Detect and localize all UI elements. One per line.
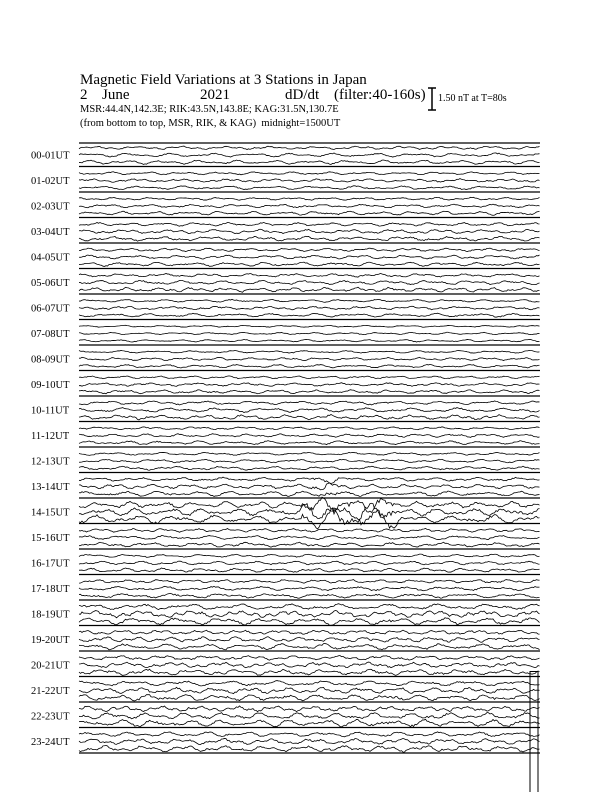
quantity-label: dD/dt — [285, 87, 320, 103]
trace-16-17UT-3 — [79, 554, 540, 557]
trace-10-11UT-2 — [79, 408, 540, 413]
trace-17-18UT-1 — [79, 594, 540, 599]
row-label-05-06UT: 05-06UT — [31, 278, 70, 289]
trace-01-02UT-3 — [79, 172, 540, 175]
trace-02-03UT-1 — [79, 211, 540, 215]
trace-20-21UT-2 — [79, 662, 540, 668]
trace-22-23UT-3 — [79, 706, 540, 712]
trace-00-01UT-2 — [79, 153, 540, 157]
scale-label: 1.50 nT at T=80s — [438, 93, 507, 104]
trace-10-11UT-1 — [79, 415, 540, 420]
trace-20-21UT-3 — [79, 656, 540, 661]
trace-09-10UT-2 — [79, 383, 540, 387]
trace-19-20UT-1 — [79, 644, 540, 650]
trace-07-08UT-1 — [79, 339, 540, 342]
trace-21-22UT-2 — [79, 687, 540, 693]
trace-17-18UT-2 — [79, 586, 540, 590]
trace-05-06UT-1 — [79, 287, 540, 292]
trace-13-14UT-1 — [79, 491, 540, 496]
row-label-00-01UT: 00-01UT — [31, 150, 70, 162]
trace-06-07UT-1 — [79, 313, 540, 317]
row-label-11-12UT: 11-12UT — [31, 431, 70, 442]
trace-13-14UT-3 — [79, 477, 540, 483]
trace-03-04UT-3 — [79, 222, 540, 226]
row-label-13-14UT: 13-14UT — [31, 482, 70, 493]
row-label-06-07UT: 06-07UT — [31, 303, 70, 315]
trace-19-20UT-2 — [79, 637, 540, 643]
row-label-02-03UT: 02-03UT — [31, 201, 70, 213]
chart-title: Magnetic Field Variations at 3 Stations in Japan — [80, 72, 367, 88]
trace-08-09UT-1 — [79, 364, 540, 368]
trace-21-22UT-3 — [79, 681, 540, 686]
filter-label: (filter:40-160s) — [334, 87, 426, 103]
row-label-18-19UT: 18-19UT — [31, 609, 70, 621]
trace-12-13UT-3 — [79, 452, 540, 455]
trace-01-02UT-2 — [79, 179, 540, 183]
trace-15-16UT-2 — [79, 536, 540, 540]
row-label-09-10UT: 09-10UT — [31, 380, 70, 391]
row-label-14-15UT: 14-15UT — [31, 507, 70, 519]
trace-11-12UT-3 — [79, 427, 540, 430]
trace-09-10UT-3 — [79, 376, 540, 379]
midnight-note: midnight=1500UT — [261, 118, 341, 129]
trace-19-20UT-3 — [79, 630, 540, 634]
trace-09-10UT-1 — [79, 390, 540, 394]
row-label-15-16UT: 15-16UT — [31, 533, 70, 544]
trace-04-05UT-2 — [79, 255, 540, 259]
row-label-17-18UT: 17-18UT — [31, 584, 70, 595]
trace-00-01UT-1 — [79, 160, 540, 164]
trace-18-19UT-2 — [79, 610, 540, 617]
trace-08-09UT-2 — [79, 357, 540, 360]
trace-16-17UT-1 — [79, 568, 540, 572]
trace-08-09UT-3 — [79, 350, 540, 353]
row-label-16-17UT: 16-17UT — [31, 558, 70, 570]
trace-23-24UT-1 — [79, 745, 540, 752]
trace-18-19UT-1 — [79, 618, 540, 626]
row-label-08-09UT: 08-09UT — [31, 354, 70, 366]
trace-06-07UT-3 — [79, 299, 540, 302]
trace-21-22UT-1 — [79, 695, 540, 701]
trace-14-15UT-1 — [79, 509, 540, 529]
trace-03-04UT-1 — [79, 236, 540, 241]
trace-12-13UT-2 — [79, 459, 540, 463]
trace-05-06UT-2 — [79, 280, 540, 284]
row-label-20-21UT: 20-21UT — [31, 660, 70, 672]
trace-11-12UT-1 — [79, 441, 540, 445]
trace-05-06UT-3 — [79, 273, 540, 277]
row-label-22-23UT: 22-23UT — [31, 711, 70, 723]
date-year: 2021 — [200, 87, 230, 103]
trace-13-14UT-2 — [79, 483, 540, 490]
trace-16-17UT-2 — [79, 561, 540, 565]
trace-23-24UT-3 — [79, 732, 540, 737]
trace-02-03UT-2 — [79, 204, 540, 208]
trace-06-07UT-2 — [79, 306, 540, 310]
trace-11-12UT-2 — [79, 434, 540, 438]
trace-23-24UT-2 — [79, 738, 540, 744]
row-label-23-24UT: 23-24UT — [31, 737, 70, 748]
row-label-07-08UT: 07-08UT — [31, 329, 70, 340]
stations-info: MSR:44.4N,142.3E; RIK:43.5N,143.8E; KAG:31.5N,130.7E — [80, 104, 339, 115]
trace-20-21UT-1 — [79, 669, 540, 675]
row-label-01-02UT: 01-02UT — [31, 176, 70, 187]
row-label-12-13UT: 12-13UT — [31, 456, 70, 468]
trace-04-05UT-1 — [79, 262, 540, 266]
trace-02-03UT-3 — [79, 197, 540, 200]
row-label-04-05UT: 04-05UT — [31, 252, 70, 264]
date-month: June — [102, 87, 130, 103]
row-label-19-20UT: 19-20UT — [31, 635, 70, 646]
trace-04-05UT-3 — [79, 248, 540, 251]
trace-01-02UT-1 — [79, 186, 540, 190]
trace-15-16UT-3 — [79, 528, 540, 532]
order-note-text: (from bottom to top, MSR, RIK, & KAG) — [80, 118, 257, 129]
row-label-03-04UT: 03-04UT — [31, 227, 70, 238]
trace-18-19UT-3 — [79, 604, 540, 610]
date-day: 2 — [80, 87, 88, 103]
trace-00-01UT-3 — [79, 146, 540, 149]
trace-12-13UT-1 — [79, 466, 540, 470]
row-label-21-22UT: 21-22UT — [31, 686, 70, 697]
trace-22-23UT-1 — [79, 719, 540, 727]
trace-10-11UT-3 — [79, 401, 540, 405]
trace-17-18UT-3 — [79, 580, 540, 584]
trace-07-08UT-2 — [79, 332, 540, 334]
trace-07-08UT-3 — [79, 325, 540, 327]
trace-22-23UT-2 — [79, 713, 540, 719]
trace-15-16UT-1 — [79, 542, 540, 547]
trace-03-04UT-2 — [79, 229, 540, 233]
row-label-10-11UT: 10-11UT — [31, 405, 70, 417]
